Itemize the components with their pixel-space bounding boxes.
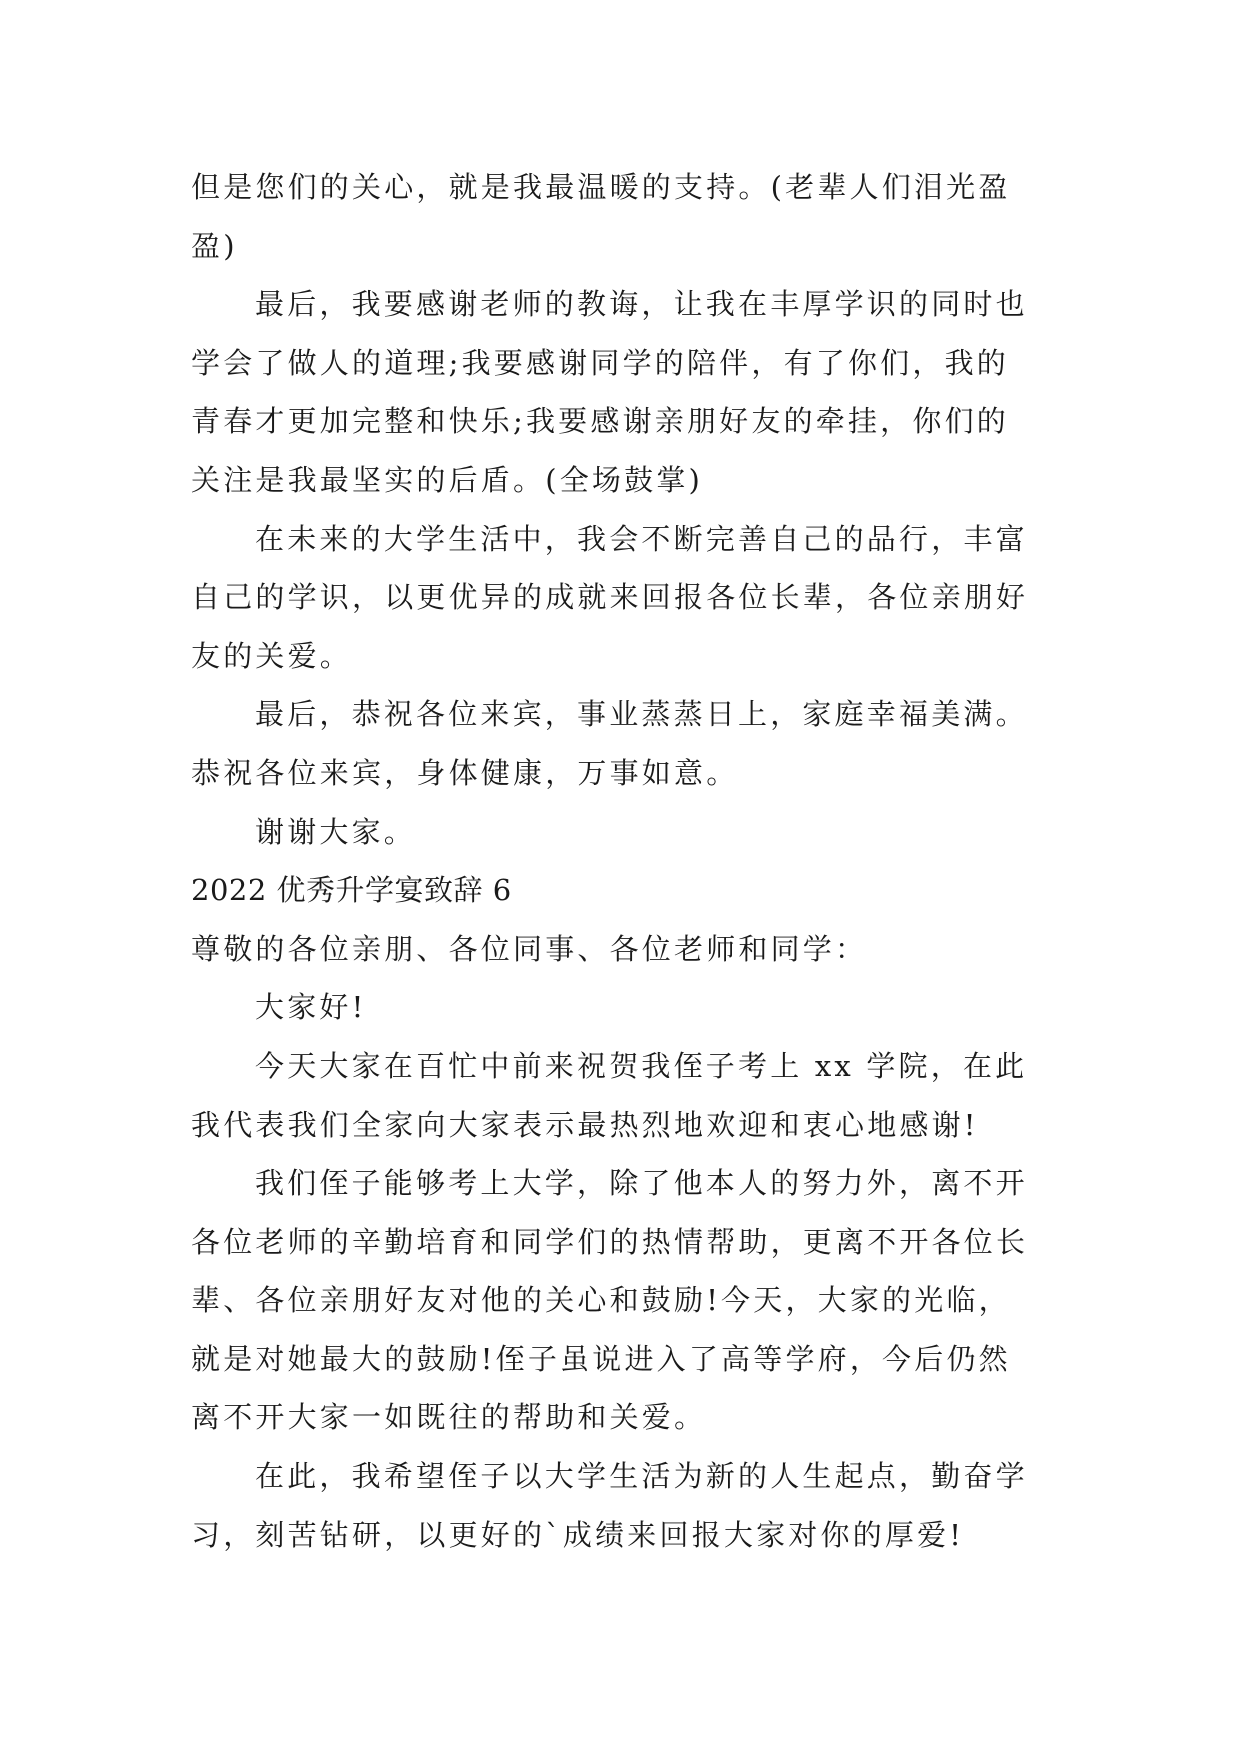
document-body bbox=[191, 158, 1071, 1564]
text-line: 恭祝各位来宾，身体健康，万事如意。 bbox=[191, 755, 739, 790]
text-line: 习，刻苦钻研，以更好的`成绩来回报大家对你的厚爱! bbox=[191, 1517, 965, 1552]
text-line: 学会了做人的道理;我要感谢同学的陪伴，有了你们，我的 bbox=[191, 345, 1009, 380]
text-line: 辈、各位亲朋好友对他的关心和鼓励!今天，大家的光临， bbox=[191, 1283, 1011, 1318]
text-line: 青春才更加完整和快乐;我要感谢亲朋好友的牵挂，你们的 bbox=[191, 404, 1009, 439]
text-line: 就是对她最大的鼓励!侄子虽说进入了高等学府，今后仍然 bbox=[191, 1341, 1011, 1376]
text-line: 我代表我们全家向大家表示最热烈地欢迎和衷心地感谢! bbox=[191, 1107, 979, 1142]
paragraph-start: 最后，我要感谢老师的教诲，让我在丰厚学识的同时也 bbox=[255, 287, 1028, 322]
salutation: 尊敬的各位亲朋、各位同事、各位老师和同学： bbox=[191, 931, 868, 966]
text-line: 自己的学识，以更优异的成就来回报各位长辈，各位亲朋好 bbox=[191, 580, 1029, 615]
paragraph-start: 今天大家在百忙中前来祝贺我侄子考上 xx 学院，在此 bbox=[255, 1048, 1028, 1083]
text-line: 关注是我最坚实的后盾。(全场鼓掌) bbox=[191, 462, 704, 497]
paragraph-start: 最后，恭祝各位来宾，事业蒸蒸日上，家庭幸福美满。 bbox=[255, 697, 1028, 732]
text-line: 离不开大家一如既往的帮助和关爱。 bbox=[191, 1400, 707, 1435]
text-line: 友的关爱。 bbox=[191, 638, 353, 673]
paragraph-start: 谢谢大家。 bbox=[255, 814, 417, 849]
text-line: 但是您们的关心，就是我最温暖的支持。(老辈人们泪光盈 bbox=[191, 170, 1011, 204]
text-line: 盈) bbox=[191, 228, 238, 263]
section-heading: 2022 优秀升学宴致辞 6 bbox=[191, 873, 512, 908]
greeting: 大家好! bbox=[255, 990, 367, 1025]
text-line: 各位老师的辛勤培育和同学们的热情帮助，更离不开各位长 bbox=[191, 1224, 1029, 1259]
paragraph-start: 在此，我希望侄子以大学生活为新的人生起点，勤奋学 bbox=[255, 1459, 1028, 1494]
paragraph-start: 我们侄子能够考上大学，除了他本人的努力外，离不开 bbox=[255, 1166, 1028, 1201]
paragraph-start: 在未来的大学生活中，我会不断完善自己的品行，丰富 bbox=[255, 521, 1028, 556]
